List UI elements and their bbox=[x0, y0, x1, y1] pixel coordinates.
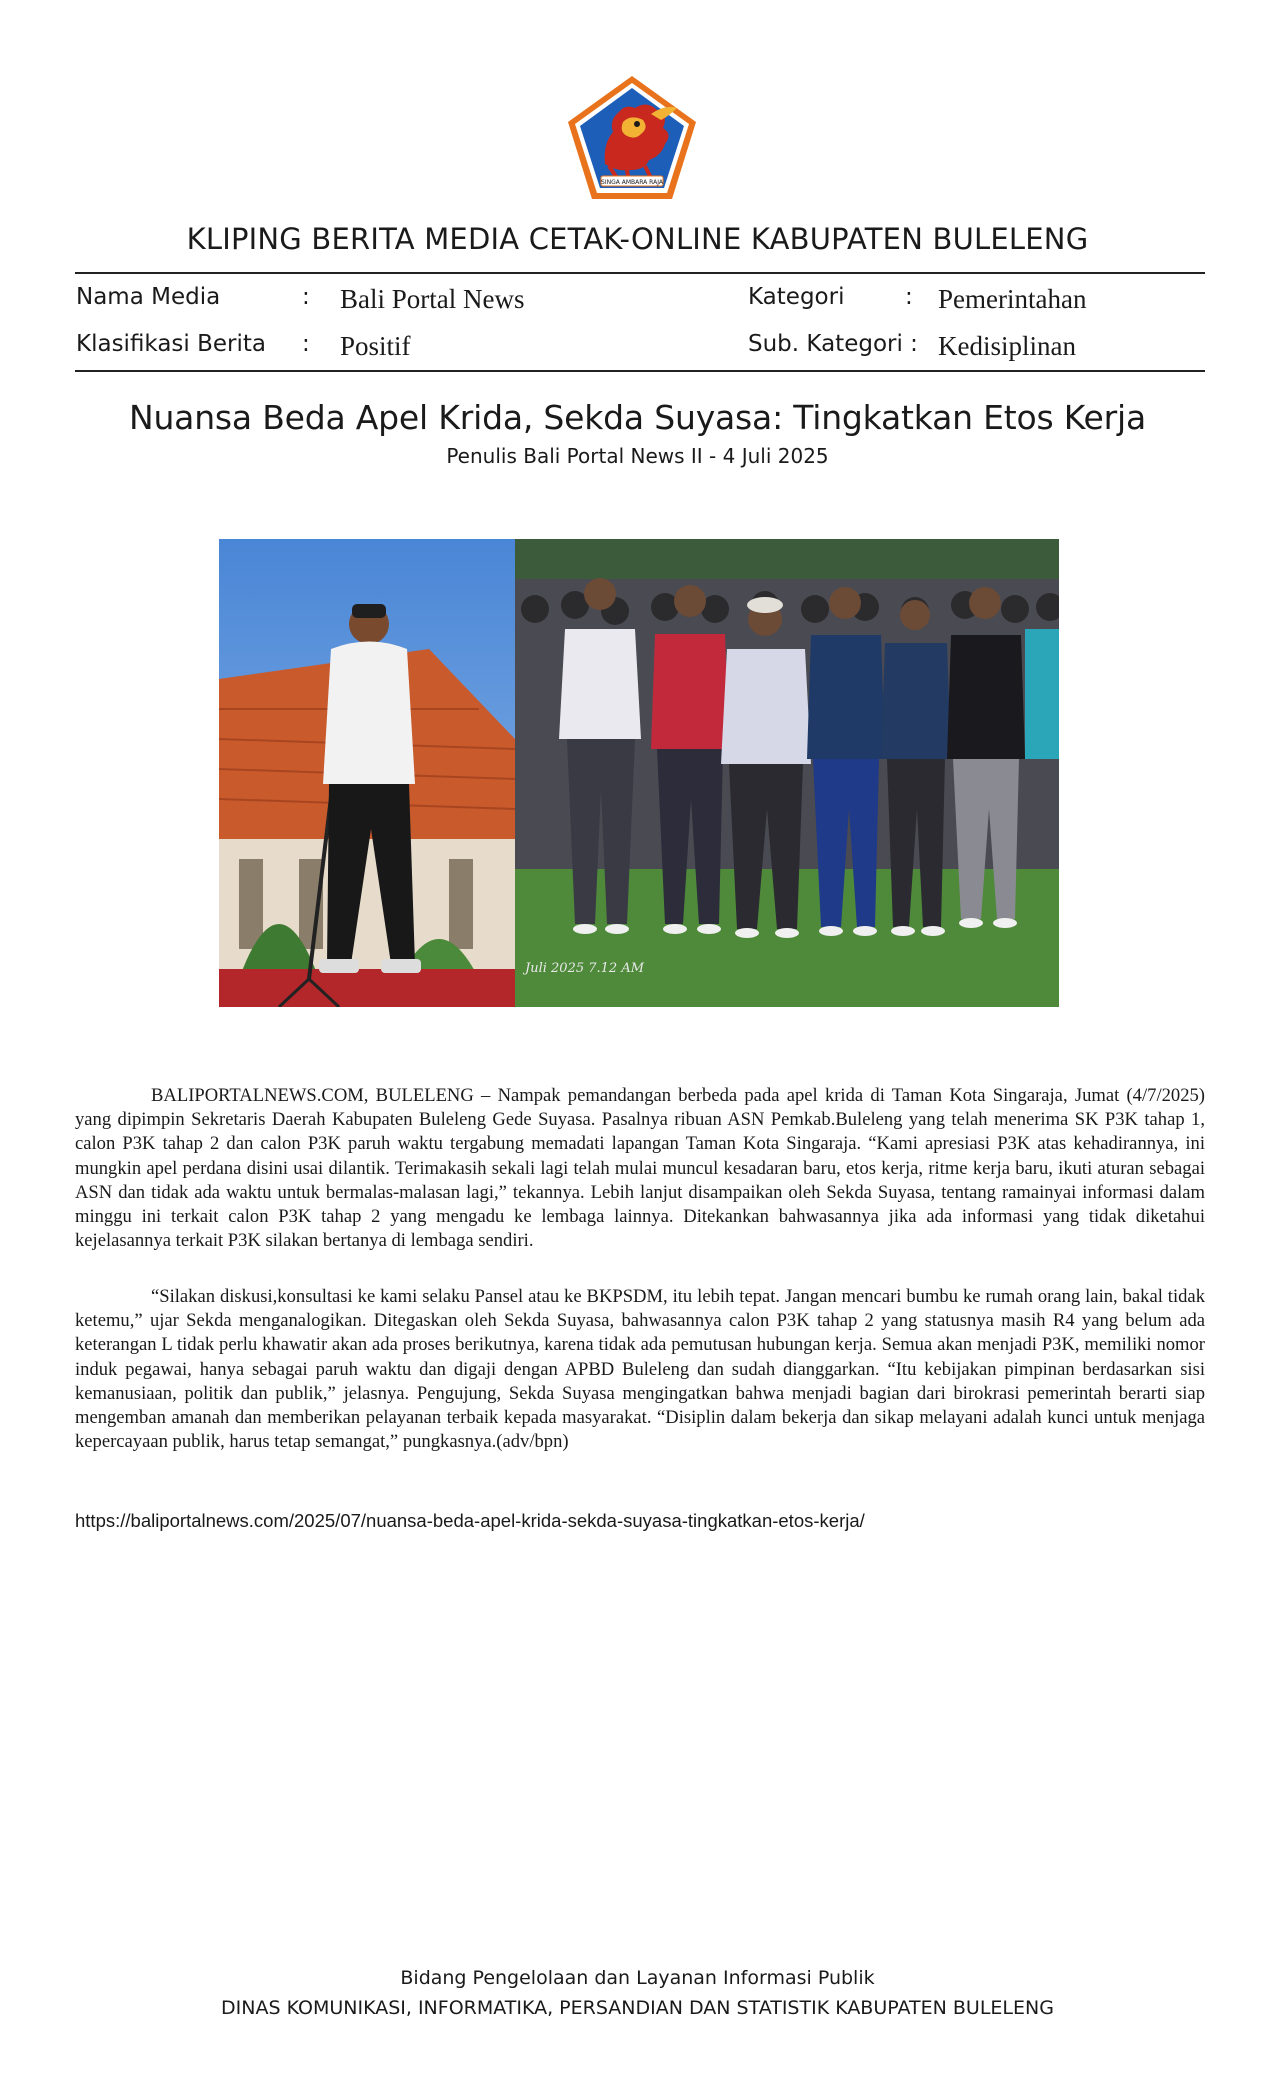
singa-ambara-raja-emblem-icon bbox=[565, 74, 699, 202]
source-url: https://baliportalnews.com/2025/07/nuansa-beda-apel-krida-sekda-suyasa-tingkatkan-etos-kerja/ bbox=[75, 1510, 865, 1531]
article-paragraph-1: BALIPORTALNEWS.COM, BULELENG – Nampak pemandangan berbeda pada apel krida di Taman Kota Singaraja, Jumat (4/7/2025) yang dipimpin Sekretaris Daerah Kabupaten Buleleng Gede Suyasa. Pasalnya ribuan ASN Pemkab.Buleleng yang telah menerima SK P3K tahap 1, calon P3K tahap 2 dan calon P3K paruh waktu tergabung memadati lapangan Taman Kota Singaraja. “Kami apresiasi P3K atas kehadirannya, ini mungkin apel perdana disini usai dilantik. Terimakasih sekali lagi telah mulai muncul kesadaran baru, etos kerja, ritme kerja baru, ikuti aturan sebagai ASN dan tidak ada waktu untuk bermalas-malasan lagi,” tekannya. Lebih lanjut disampaikan oleh Sekda Suyasa, tentang ramainyai informasi dalam minggu ini terkait calon P3K tahap 2 yang mengadu ke lembaga lainnya. Ditekankan bahwasannya jika ada informasi yang tidak diketahui kejelasannya terkait P3K silakan bertanya di lembaga sendiri. bbox=[75, 1085, 1205, 1252]
klasifikasi-berita-label: Klasifikasi Berita bbox=[76, 331, 267, 357]
kategori-colon: : bbox=[905, 284, 913, 310]
nama-media-value: Bali Portal News bbox=[340, 284, 525, 314]
kategori-value: Pemerintahan bbox=[938, 284, 1087, 314]
photo-crowd-panel bbox=[515, 539, 1059, 1007]
klasifikasi-berita-value: Positif bbox=[340, 331, 411, 361]
bottom-divider bbox=[75, 370, 1205, 372]
nama-media-label: Nama Media bbox=[76, 284, 221, 310]
top-divider bbox=[75, 272, 1205, 274]
sub-kategori-label: Sub. Kategori : bbox=[748, 331, 918, 357]
article-paragraph-2: “Silakan diskusi,konsultasi ke kami selaku Pansel atau ke BKPSDM, itu lebih tepat. Jangan mencari bumbu ke rumah orang lain, bakal tidak ketemu,” ujar Sekda menganalogikan. Ditegaskan oleh Sekda Suyasa, bahwasannya calon P3K tahap 2 yang statusnya masih R4 yang belum ada keterangan L tidak perlu khawatir akan ada proses berikutnya, karena tidak ada pemutusan hubungan kerja. Semua akan menjadi P3K, memiliki nomor induk pegawai, hanya sebagai paruh waktu dan digaji dengan APBD Buleleng dan sudah dianggarkan. “Itu kebijakan pimpinan berdasarkan sisi kemanusiaan, politik dan publik,” jelasnya. Pengujung, Sekda Suyasa mengingatkan bahwa menjadi bagian dari birokrasi pemerintah berarti siap mengemban amanah dan memberikan pelayanan terbaik kepada masyarakat. “Disiplin dalam bekerja dan sikap melayani adalah kunci untuk menjaga kepercayaan publik, harus tetap semangat,” pungkasnya.(adv/bpn) bbox=[75, 1286, 1205, 1453]
emblem-motto: SINGA AMBARA RAJA bbox=[601, 179, 663, 186]
photo-timestamp: Juli 2025 7.12 AM bbox=[525, 961, 645, 976]
footer-department: Bidang Pengelolaan dan Layanan Informasi Publik bbox=[400, 1967, 875, 1989]
klasifikasi-berita-colon: : bbox=[302, 331, 310, 357]
nama-media-colon: : bbox=[302, 284, 310, 310]
kategori-label: Kategori bbox=[748, 284, 845, 310]
footer-agency: DINAS KOMUNIKASI, INFORMATIKA, PERSANDIAN DAN STATISTIK KABUPATEN BULELENG bbox=[221, 1997, 1054, 2019]
document-title: KLIPING BERITA MEDIA CETAK-ONLINE KABUPATEN BULELENG bbox=[186, 222, 1089, 256]
article-byline: Penulis Bali Portal News II - 4 Juli 2025 bbox=[446, 444, 829, 468]
article-headline: Nuansa Beda Apel Krida, Sekda Suyasa: Tingkatkan Etos Kerja bbox=[128, 398, 1147, 437]
sub-kategori-value: Kedisiplinan bbox=[938, 331, 1076, 361]
photo-speaker-panel bbox=[219, 539, 515, 1007]
news-photo bbox=[219, 539, 1059, 1007]
